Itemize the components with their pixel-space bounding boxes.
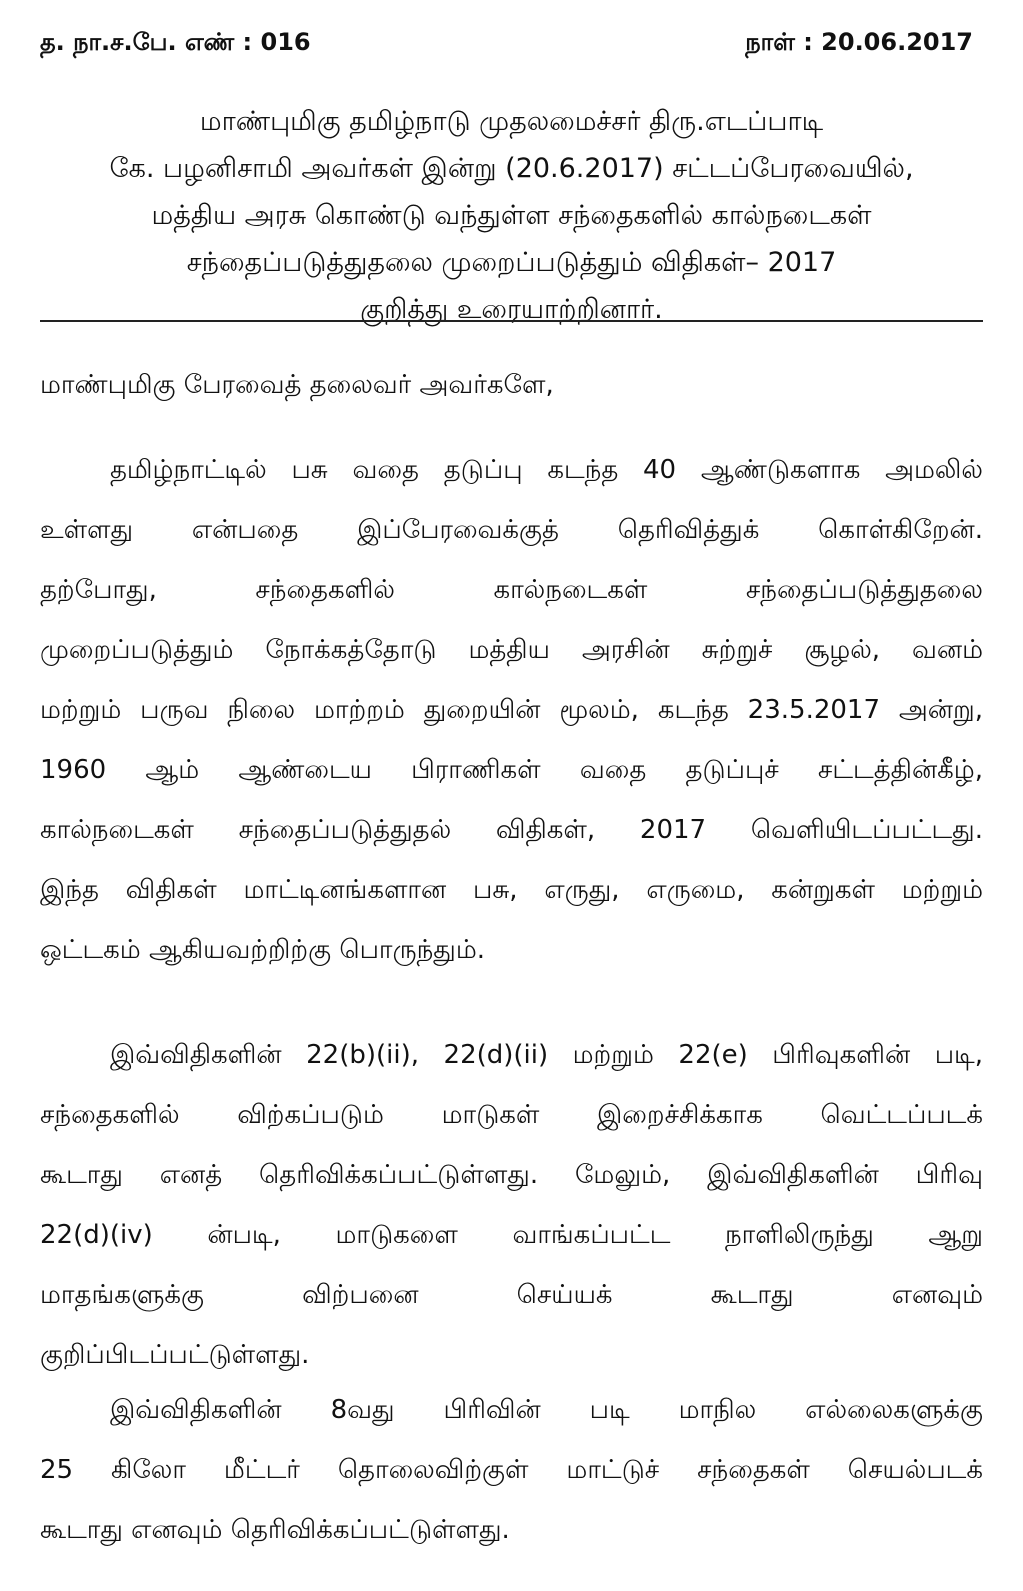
document-header	[40, 22, 973, 62]
document-title	[40, 98, 983, 333]
paragraph-line: சந்தைகளில் விற்கப்படும் மாடுகள் இறைச்சிக்காக வெட்டப்படக்	[40, 1100, 983, 1130]
paragraph-line: ஒட்டகம் ஆகியவற்றிற்கு பொருந்தும்.	[40, 935, 486, 965]
salutation	[40, 355, 983, 415]
title-line: மாண்புமிகு தமிழ்நாடு முதலமைச்சர் திரு.எடப்பாடி	[199, 106, 824, 137]
title-line: கே. பழனிசாமி அவர்கள் இன்று (20.6.2017) சட்டப்பேரவையில்,	[109, 153, 914, 184]
paragraph-line: 22(d)(iv) ன்படி, மாடுகளை வாங்கப்பட்ட நாளிலிருந்து ஆறு	[40, 1220, 983, 1250]
paragraph-line: தற்போது, சந்தைகளில் கால்நடைகள் சந்தைப்படுத்துதலை	[40, 575, 983, 605]
document-date: நாள் : 20.06.2017	[745, 28, 973, 56]
paragraph-line: குறிப்பிடப்பட்டுள்ளது.	[40, 1340, 310, 1370]
salutation-text: மாண்புமிகு பேரவைத் தலைவர் அவர்களே,	[40, 370, 554, 400]
paragraph-line: உள்ளது என்பதை இப்பேரவைக்குத் தெரிவித்துக் கொள்கிறேன்.	[40, 515, 983, 545]
paragraph-line: கூடாது எனவும் தெரிவிக்கப்பட்டுள்ளது.	[40, 1515, 510, 1545]
paragraph-line: மாதங்களுக்கு விற்பனை செய்யக் கூடாது எனவும்	[40, 1280, 983, 1310]
title-line: குறித்து உரையாற்றினார்.	[360, 294, 663, 325]
paragraph-3	[40, 1380, 983, 1560]
paragraph-line: இவ்விதிகளின் 8வது பிரிவின் படி மாநில எல்லைகளுக்கு	[110, 1395, 983, 1425]
paragraph-line: இந்த விதிகள் மாட்டினங்களான பசு, எருது, எருமை, கன்றுகள் மற்றும்	[40, 875, 983, 905]
title-line: மத்திய அரசு கொண்டு வந்துள்ள சந்தைகளில் கால்நடைகள்	[151, 200, 872, 231]
paragraph-2	[40, 1025, 983, 1385]
title-divider	[40, 320, 983, 322]
paragraph-line: தமிழ்நாட்டில் பசு வதை தடுப்பு கடந்த 40 ஆண்டுகளாக அமலில்	[110, 455, 983, 485]
paragraph-line: கூடாது எனத் தெரிவிக்கப்பட்டுள்ளது. மேலும், இவ்விதிகளின் பிரிவு	[40, 1160, 983, 1190]
paragraph-line: 25 கிலோ மீட்டர் தொலைவிற்குள் மாட்டுச் சந்தைகள் செயல்படக்	[40, 1455, 983, 1485]
paragraph-line: கால்நடைகள் சந்தைப்படுத்துதல் விதிகள், 2017 வெளியிடப்பட்டது.	[40, 815, 983, 845]
paragraph-line: முறைப்படுத்தும் நோக்கத்தோடு மத்திய அரசின் சுற்றுச் சூழல், வனம்	[40, 635, 983, 665]
paragraph-1	[40, 440, 983, 980]
title-line: சந்தைப்படுத்துதலை முறைப்படுத்தும் விதிகள்– 2017	[186, 247, 837, 278]
paragraph-line: இவ்விதிகளின் 22(b)(ii), 22(d)(ii) மற்றும் 22(e) பிரிவுகளின் படி,	[110, 1040, 983, 1070]
paragraph-line: மற்றும் பருவ நிலை மாற்றம் துறையின் மூலம், கடந்த 23.5.2017 அன்று,	[40, 695, 983, 725]
paragraph-line: 1960 ஆம் ஆண்டைய பிராணிகள் வதை தடுப்புச் சட்டத்தின்கீழ்,	[40, 755, 983, 785]
reference-number: த. நா.ச.பே. எண் : 016	[40, 28, 311, 56]
